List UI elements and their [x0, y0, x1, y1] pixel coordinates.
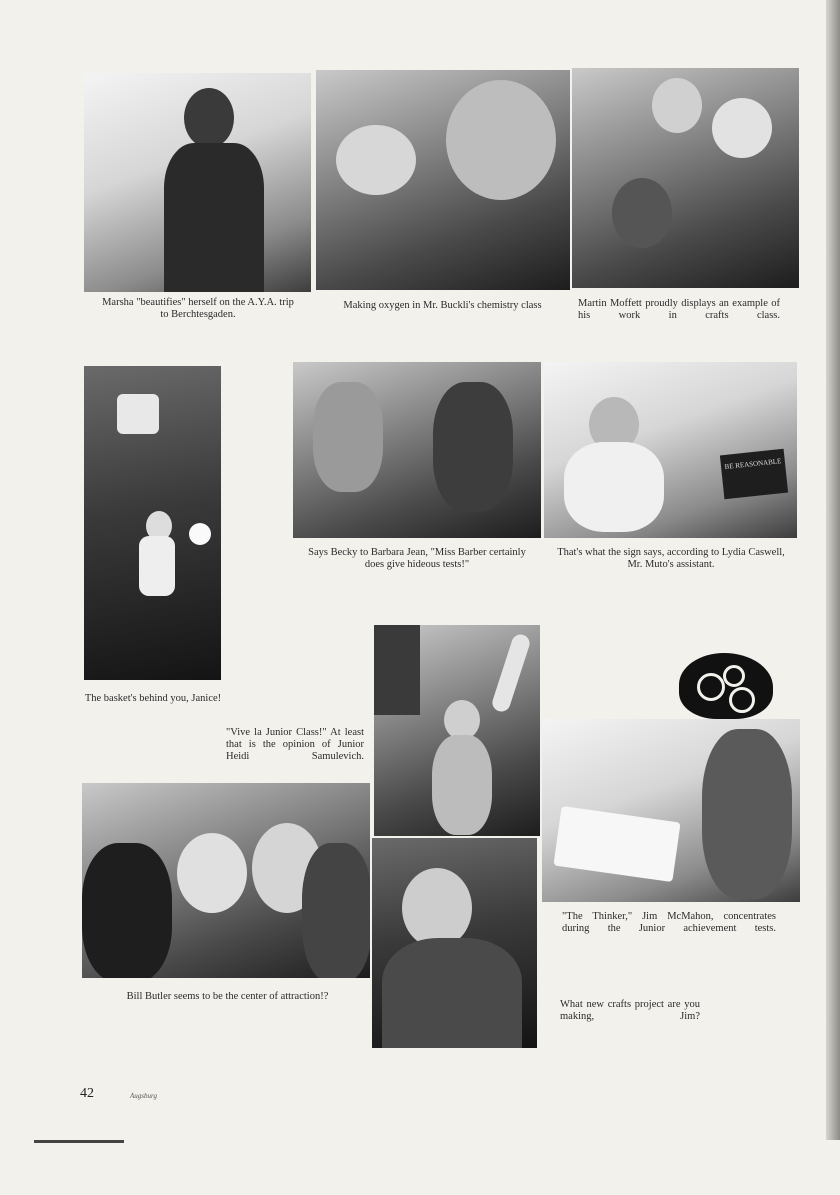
photo-jim-crafts [372, 838, 537, 1048]
page-edge-shadow [826, 0, 840, 1140]
photo-marsha [84, 73, 311, 292]
caption-lydia: That's what the sign says, according to Lydia Caswell, Mr. Muto's assistant. [557, 547, 785, 570]
gears-emblem [679, 653, 773, 719]
caption-basket: The basket's behind you, Janice! [84, 693, 222, 704]
photo-becky-barbara [293, 362, 541, 538]
photo-heidi [374, 625, 540, 836]
footer-rule [34, 1140, 124, 1143]
caption-martin: Martin Moffett proudly displays an example of his work in crafts class. [578, 298, 780, 321]
sign-text: BE REASONABLE [724, 457, 782, 472]
caption-becky: Says Becky to Barbara Jean, "Miss Barber certainly does give hideous tests!" [308, 547, 526, 570]
caption-bill: Bill Butler seems to be the center of attraction!? [126, 991, 329, 1002]
photo-crafts-martin [572, 68, 799, 288]
sign-board [720, 449, 788, 499]
caption-marsha: Marsha "beautifies" herself on the A.Y.A. trip to Berchtesgaden. [102, 297, 294, 320]
photo-bill-butler [82, 783, 370, 978]
caption-chemistry: Making oxygen in Mr. Buckli's chemistry class [343, 300, 542, 311]
running-title: Augsburg [130, 1092, 157, 1100]
photo-lydia [544, 362, 797, 538]
photo-chemistry [316, 70, 570, 290]
caption-crafts: What new crafts project are you making, Jim? [560, 999, 700, 1022]
caption-vive: "Vive la Junior Class!" At least that is the opinion of Junior Heidi Samulevich. [226, 727, 364, 762]
photo-basketball [84, 366, 221, 680]
caption-thinker: "The Thinker," Jim McMahon, concentrates during the Junior achievement tests. [562, 911, 776, 934]
page-number: 42 [80, 1086, 94, 1101]
photo-thinker [542, 719, 800, 902]
